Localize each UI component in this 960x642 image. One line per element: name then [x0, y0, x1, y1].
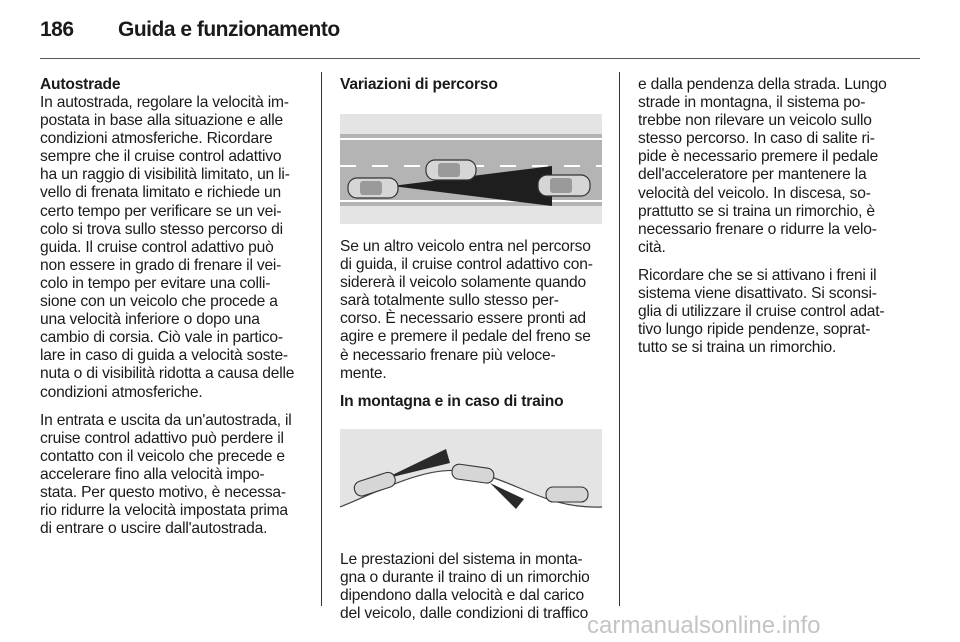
text-line: In autostrada, regolare la velocità im- — [40, 94, 289, 111]
text-line: del veicolo, dalle condizioni di traffico — [340, 605, 589, 623]
text-line: postata in base alla situazione e alle — [40, 112, 283, 130]
text-line: gna o durante il traino di un rimorchio — [340, 568, 590, 586]
text-line: cità. — [638, 238, 666, 256]
text-line: cruise control adattivo può perdere il — [40, 429, 284, 447]
paragraph — [340, 551, 608, 623]
text-line: Se un altro veicolo entra nel percorso — [340, 238, 591, 255]
text-line: rio ridurre la velocità impostata prima — [40, 502, 288, 520]
text-line: cambio di corsia. Ciò vale in partico- — [40, 329, 283, 347]
paragraph — [40, 412, 308, 539]
text-line: sidererà il veicolo solamente quando — [340, 274, 586, 292]
text-line: velocità del veicolo. In discesa, so- — [638, 184, 871, 202]
text-line: è necessario frenare più veloce- — [340, 346, 556, 364]
text-line: trebbe non rilevare un veicolo sullo — [638, 112, 872, 130]
text-line: mente. — [340, 364, 387, 382]
text-line: dell'acceleratore per mantenere la — [638, 166, 867, 184]
text-line: ha un raggio di visibilità limitato, un li- — [40, 166, 290, 184]
text-line: colo in tempo per evitare una colli- — [40, 274, 271, 292]
front-car-icon — [538, 175, 590, 196]
text-line: contatto con il veicolo che precede e — [40, 447, 285, 465]
text-line: non essere in grado di frenare il vei- — [40, 256, 282, 274]
text-line: una velocità inferiore o dopo una — [40, 311, 260, 329]
text-line: di guida, il cruise control adattivo con- — [340, 256, 593, 274]
text-line: sempre che il cruise control adattivo — [40, 148, 282, 166]
text-line: dipendono dalla velocità e dal carico — [340, 586, 585, 604]
car-valley-icon — [546, 487, 588, 502]
text-line: certo tempo per verificare se un vei- — [40, 202, 282, 220]
column-divider — [321, 72, 322, 606]
text-line: In entrata e uscita da un'autostrada, il — [40, 411, 292, 429]
paragraph — [40, 94, 308, 402]
text-line: condizioni atmosferiche. Ricordare — [40, 130, 273, 148]
text-line: strade in montagna, il sistema po- — [638, 94, 866, 112]
text-line: condizioni atmosferiche. — [40, 383, 203, 401]
text-line: sarà totalmente sullo stesso per- — [340, 292, 559, 310]
text-line: pide è necessario premere il pedale — [638, 148, 879, 166]
watermark: carmanualsonline.info — [587, 612, 821, 639]
right-column — [638, 76, 908, 367]
cutting-in-car-icon — [426, 160, 476, 180]
text-line: e dalla pendenza della strada. Lungo — [638, 76, 887, 93]
text-line: prattutto se si traina un rimorchio, è — [638, 202, 875, 220]
text-line: necessario frenare o ridurre la velo- — [638, 220, 877, 238]
paragraph — [638, 267, 908, 357]
paragraph — [638, 76, 908, 257]
text-line: corso. È necessario essere pronti ad — [340, 310, 586, 328]
text-line: sistema viene disattivato. Si sconsi- — [638, 285, 877, 303]
paragraph — [340, 238, 608, 383]
section-heading-variazioni: Variazioni di percorso — [340, 76, 498, 93]
text-line: guida. Il cruise control adattivo può — [40, 238, 274, 256]
text-line: vello di frenata limitato e richiede un — [40, 184, 281, 202]
middle-column — [340, 76, 608, 633]
header-rule — [40, 58, 920, 59]
text-line: di entrare o uscire dall'autostrada. — [40, 520, 268, 538]
own-car-icon — [348, 178, 398, 198]
column-divider — [619, 72, 620, 606]
text-line: Le prestazioni del sistema in monta- — [340, 550, 583, 568]
text-line: stesso percorso. In caso di salite ri- — [638, 130, 875, 148]
text-line: colo si trova sullo stesso percorso di — [40, 220, 283, 238]
text-line: stata. Per questo motivo, è necessa- — [40, 483, 286, 501]
text-line: tivo lungo ripide pendenze, soprat- — [638, 321, 871, 339]
text-line: glia di utilizzare il cruise control adat- — [638, 303, 885, 321]
section-heading-autostrade: Autostrade — [40, 76, 121, 93]
section-heading-montagna: In montagna e in caso di traino — [340, 392, 564, 410]
lane-change-illustration — [340, 114, 602, 224]
text-line: Ricordare che se si attivano i freni il — [638, 266, 877, 284]
text-line: accelerare fino alla velocità impo- — [40, 465, 265, 483]
page-number: 186 — [40, 18, 74, 41]
left-column — [40, 76, 308, 548]
text-line: sione con un veicolo che procede a — [40, 293, 278, 311]
text-line: agire e premere il pedale del freno se — [340, 328, 591, 346]
text-line: lare in caso di guida a velocità soste- — [40, 347, 288, 365]
mountain-road-illustration — [340, 429, 602, 533]
text-line: nuta o di visibilità ridotta a causa delle — [40, 365, 295, 383]
page-title: Guida e funzionamento — [118, 18, 340, 41]
text-line: tutto se si traina un rimorchio. — [638, 339, 837, 357]
